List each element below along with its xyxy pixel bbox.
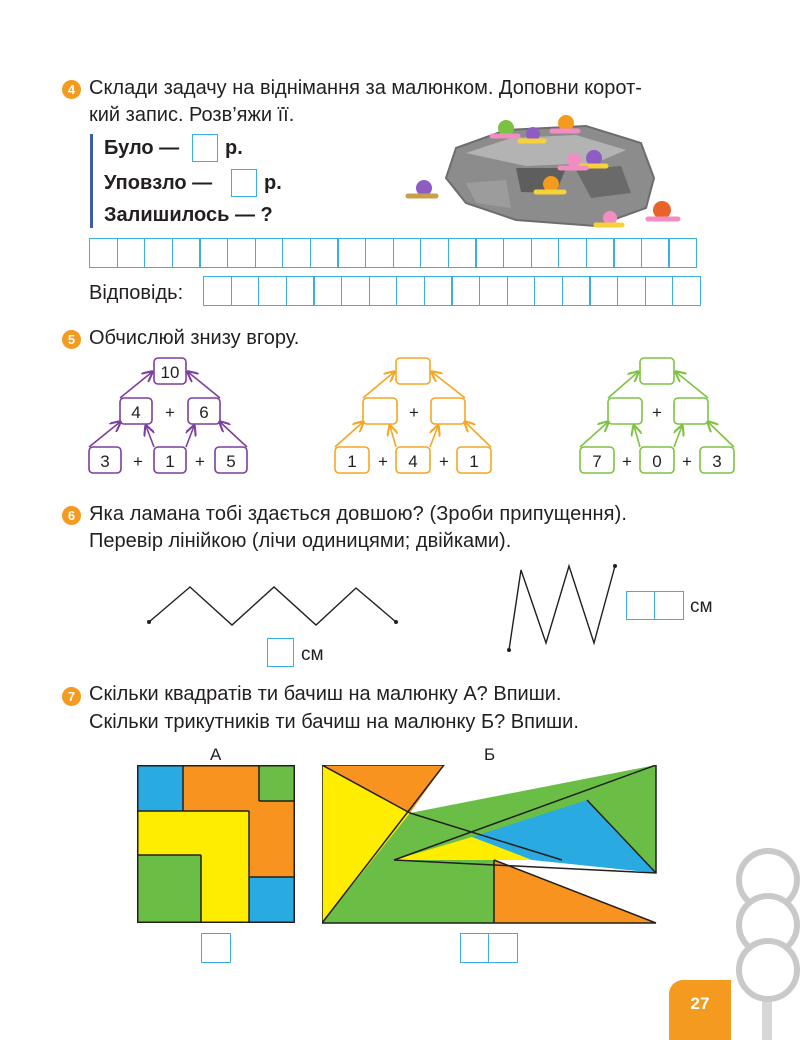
answer-box[interactable] [267, 638, 294, 667]
pyramid-mid-cell [608, 398, 642, 424]
task-number-badge: 6 [62, 506, 81, 525]
plus-sign: + [165, 403, 175, 422]
plus-sign: + [652, 403, 662, 422]
answer-box[interactable] [654, 591, 684, 620]
pyramid-value: 1 [347, 452, 357, 471]
pyramid-value: 0 [652, 452, 662, 471]
polyline-right [509, 566, 615, 650]
plus-sign: + [682, 452, 692, 471]
plus-sign: + [195, 452, 205, 471]
pyramid-top-cell [396, 358, 430, 384]
pyramid-value: 4 [408, 452, 418, 471]
task-number-badge: 7 [62, 687, 81, 706]
unit-label: р. [264, 172, 282, 194]
plus-sign: + [378, 452, 388, 471]
plus-sign: + [622, 452, 632, 471]
record-row-label: Уповзло — [104, 172, 213, 194]
task-number-badge: 4 [62, 80, 81, 99]
record-row-label: Залишилось — ? [104, 204, 273, 226]
figure-label: А [210, 745, 222, 764]
page-number: 27 [690, 994, 710, 1013]
plus-sign: + [409, 403, 419, 422]
task-text: Скільки трикутників ти бачиш на малюнку Б? Впиши. [89, 711, 579, 733]
pyramid-value: 5 [226, 452, 236, 471]
task-text: кий запис. Розв’яжи її. [89, 104, 295, 126]
unit-label: см [301, 644, 324, 665]
snail-icon [648, 201, 678, 219]
figure-a-squares [137, 765, 297, 925]
pyramid-value: 4 [131, 403, 141, 422]
plus-sign: + [439, 452, 449, 471]
plus-sign: + [133, 452, 143, 471]
snail-icon [492, 120, 518, 136]
answer-grid[interactable] [203, 276, 700, 306]
pyramid-value: 10 [160, 363, 180, 382]
unit-label: см [690, 596, 713, 617]
task-text: Яка ламана тобі здається довшою? (Зроби припущення). [89, 503, 627, 525]
task-number-badge: 5 [62, 330, 81, 349]
polyline-left [149, 587, 396, 625]
pyramid-value: 3 [100, 452, 110, 471]
answer-label: Відповідь: [89, 282, 184, 304]
pyramid-value: 3 [712, 452, 722, 471]
task-text: Перевір лінійкою (лічи одиницями; двійками). [89, 530, 512, 552]
task-text: Скільки квадратів ти бачиш на малюнку А? Впиши. [89, 683, 562, 705]
pyramid-value: 1 [165, 452, 175, 471]
answer-box[interactable] [201, 933, 231, 963]
answer-box[interactable] [460, 933, 490, 963]
pyramid-value: 7 [592, 452, 602, 471]
pyramid-value: 1 [469, 452, 479, 471]
number-pyramids [0, 350, 800, 485]
figure-label: Б [484, 745, 496, 764]
snail-icon [552, 115, 578, 131]
pyramid-mid-cell [363, 398, 397, 424]
solution-grid[interactable] [89, 238, 696, 268]
task-text: Склади задачу на віднімання за малюнком. Доповни корот- [89, 77, 642, 99]
record-row-label: Було — [104, 137, 180, 159]
rock-snails-illustration [396, 108, 716, 234]
pyramid-mid-cell [431, 398, 465, 424]
answer-box[interactable] [626, 591, 656, 620]
answer-box[interactable] [192, 134, 218, 162]
answer-box[interactable] [231, 169, 257, 197]
pyramid-mid-cell [674, 398, 708, 424]
record-bracket-line [90, 134, 93, 228]
unit-label: р. [225, 137, 243, 159]
side-rings-decoration [732, 845, 800, 1040]
pyramid-top-cell [640, 358, 674, 384]
task-text: Обчислюй знизу вгору. [89, 327, 300, 349]
answer-box[interactable] [488, 933, 518, 963]
polylines [140, 560, 640, 660]
pyramid-value: 6 [199, 403, 209, 422]
figure-b-triangles [322, 765, 658, 925]
snail-icon [408, 180, 436, 196]
